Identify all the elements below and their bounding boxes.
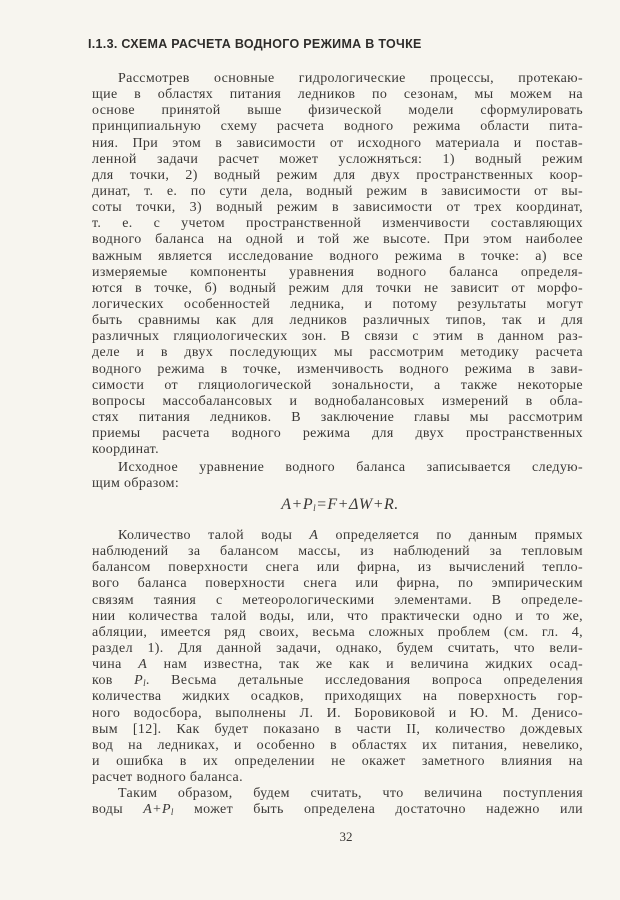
math-symbol: A bbox=[138, 657, 148, 673]
text-line: измеряемые компоненты уравнения водного баланса определя- bbox=[92, 264, 583, 280]
paragraph bbox=[92, 528, 583, 786]
text-line: воды $A+P_l$ может быть определена достаточно надежно или bbox=[92, 802, 584, 818]
math-symbol: $P_l$ bbox=[134, 673, 146, 689]
text-line: приемы расчета водного режима для двух пространственных bbox=[92, 426, 583, 442]
text-line: Количество талой воды A определяется по данным прямых bbox=[118, 528, 583, 543]
text-line: нии количества талой воды, или, что практически одно и то же, bbox=[92, 608, 583, 624]
section-heading: I.1.3. СХЕМА РАСЧЕТА ВОДНОГО РЕЖИМА В ТОЧКЕ bbox=[88, 37, 422, 51]
text-line: ного водосбора, выполнены Л. И. Боровиковой и Ю. М. Денисо- bbox=[92, 705, 583, 721]
text-line: для точки, 2) водный режим для двух пространственных коор- bbox=[92, 167, 583, 183]
text-line: деле и в двух последующих мы рассмотрим методику расчета bbox=[92, 345, 583, 361]
text-line: т. е. с учетом пространственной изменчивости составляющих bbox=[92, 216, 583, 232]
text-line: стях питания ледников. В заключение главы мы рассмотрим bbox=[92, 409, 583, 425]
text-line: быть сравнимы как для ледников различных типов, так и для bbox=[92, 313, 583, 329]
text-line: ются в точке, б) водный режим для точки не зависит от морфо- bbox=[92, 280, 583, 296]
text-line: важным является исследование водного режима в точке: а) все bbox=[92, 248, 583, 264]
text-line: ков $P_l$. Весьма детальные исследования вопроса определения bbox=[92, 673, 583, 689]
text-line: Исходное уравнение водного баланса записывается следую- bbox=[118, 460, 583, 475]
text-line: вопросы массобалансовых и воднобалансовых измерений в обла- bbox=[92, 393, 583, 409]
text-line: Таким образом, будем считать, что величина поступления bbox=[118, 786, 583, 801]
text-line: ния. При этом в зависимости от исходного материала и постав- bbox=[92, 135, 583, 151]
text-line: Рассмотрев основные гидрологические процессы, протекаю- bbox=[118, 71, 583, 86]
text-line: координат. bbox=[92, 442, 159, 458]
text-line: логических особенностей ледника, и потому результаты могут bbox=[92, 296, 583, 312]
text-line: ленной задачи расчет может усложняться: 1) водный режим bbox=[92, 151, 583, 167]
text-line: раздел 1). Для данной задачи, однако, будем считать, что вели- bbox=[92, 640, 583, 656]
math-symbol: $A+P_l$ bbox=[143, 802, 174, 818]
text-line: различных гляциологических зон. В связи с этим в данном раз- bbox=[92, 329, 583, 345]
text-line: принципиальную схему расчета водного режима области пита- bbox=[92, 119, 583, 135]
text-line: балансом поверхности снега или фирна, из вычислений тепло- bbox=[92, 560, 583, 576]
text-line: водного баланса на одной и той же высоте. При этом наиболее bbox=[92, 232, 583, 248]
text-line: водного режима в точке, изменчивость водного режима в зави- bbox=[92, 361, 583, 377]
paragraph bbox=[92, 460, 583, 492]
text-line: щим образом: bbox=[92, 476, 180, 492]
paragraph bbox=[92, 786, 583, 818]
math-symbol: A bbox=[309, 528, 319, 543]
text-line: вым [12]. Как будет показано в части II, количество дождевых bbox=[92, 721, 583, 737]
text-line: основе принятой выше физической модели сформулировать bbox=[92, 103, 583, 119]
text-line: вого баланса поверхности снега или фирна, по эмпирическим bbox=[92, 576, 583, 592]
text-line: количества жидких осадков, приходящих на поверхность гор- bbox=[92, 689, 583, 705]
text-line: наблюдений за балансом массы, из наблюдений за тепловым bbox=[92, 544, 583, 560]
text-line: и ошибка в их определении не окажет заметного влияния на bbox=[92, 753, 583, 769]
text-line: абляции, имеется ряд своих, весьма сложных проблем (см. гл. 4, bbox=[92, 624, 583, 640]
paragraph bbox=[92, 71, 583, 458]
page-number: 32 bbox=[339, 829, 353, 844]
text-line: связям таяния с метеорологическими элементами. В определе- bbox=[92, 592, 583, 608]
text-line: динат, т. е. по сути дела, водный режим в зависимости от вы- bbox=[92, 183, 583, 199]
text-line: расчет водного баланса. bbox=[92, 770, 243, 786]
text-line: соты точки, 3) водный режим в зависимости от трех координат, bbox=[92, 200, 583, 216]
text-line: чина A нам известна, так же как и величина жидких осад- bbox=[92, 657, 583, 673]
text-line: симости от гляциологической зональности, а также некоторые bbox=[92, 377, 583, 393]
text-line: вод на ледниках, и особенно в областях их питания, невелико, bbox=[92, 737, 583, 753]
water-balance-equation: $A+P_l=F+\Delta W+R$. bbox=[281, 496, 399, 513]
text-line: щие в областях питания ледников по сезонам, мы можем на bbox=[92, 87, 583, 103]
